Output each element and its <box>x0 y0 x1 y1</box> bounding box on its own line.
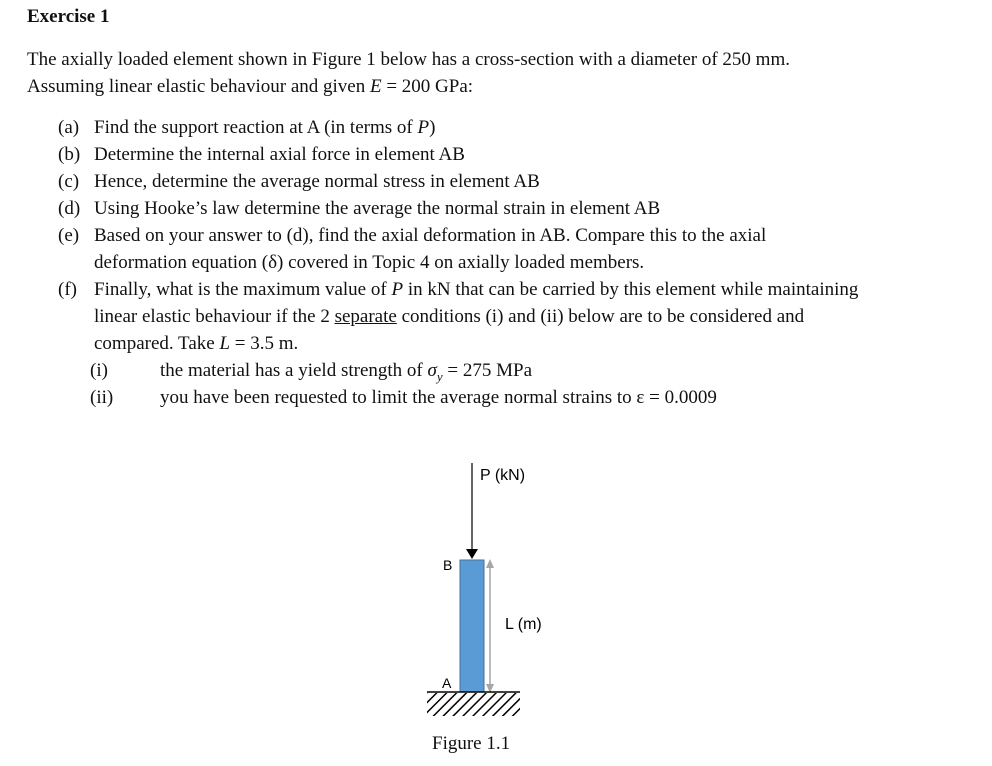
q-e-line-2: deformation equation (δ) covered in Topic 4 on axially loaded members. <box>94 252 645 273</box>
load-label: P (kN) <box>480 467 526 484</box>
subquestion-label: (ii) <box>90 387 114 408</box>
intro-var-e: E <box>369 76 382 97</box>
length-label: L (m) <box>505 616 542 633</box>
question-list <box>58 114 958 357</box>
question-d <box>58 195 958 222</box>
question-text <box>94 114 958 141</box>
question-text <box>94 222 958 276</box>
intro-line-2 <box>27 73 967 100</box>
q-a-pre: Find the support reaction at A (in terms of <box>94 117 418 138</box>
question-text: Using Hooke’s law determine the average the normal strain in element AB <box>94 198 661 219</box>
question-c <box>58 168 958 195</box>
intro-line-2-post: = 200 GPa: <box>381 76 474 97</box>
q-fi-pre: the material has a yield strength of <box>160 360 428 381</box>
question-label: (e) <box>58 225 80 246</box>
question-e <box>58 222 958 276</box>
question-label: (c) <box>58 171 80 192</box>
subquestion-text: you have been requested to limit the average normal strains to ε = 0.0009 <box>160 387 717 408</box>
q-f-l1-var: P <box>391 279 404 300</box>
q-f-l2-underline: separate <box>334 306 397 327</box>
q-e-line-1: Based on your answer to (d), find the axial deformation in AB. Compare this to the axial <box>94 225 767 246</box>
q-f-l1-post: in kN that can be carried by this element while maintaining <box>403 279 859 300</box>
q-f-l3-post: = 3.5 m. <box>230 333 299 354</box>
q-f-l2-pre: linear elastic behaviour if the 2 <box>94 306 335 327</box>
question-label: (f) <box>58 279 77 300</box>
q-a-var: P <box>417 117 430 138</box>
q-f-line-1 <box>94 276 958 303</box>
question-label: (d) <box>58 198 81 219</box>
question-a <box>58 114 958 141</box>
question-text: Hence, determine the average normal stress in element AB <box>94 171 540 192</box>
q-f-l3-pre: compared. Take <box>94 333 220 354</box>
figure-caption: Figure 1.1 <box>432 733 511 754</box>
question-f <box>58 276 958 357</box>
q-f-line-2 <box>94 303 958 330</box>
load-arrow-head <box>466 549 478 559</box>
question-b <box>58 141 958 168</box>
q-f-l3-var: L <box>219 333 231 354</box>
q-fi-post: = 275 MPa <box>442 360 533 381</box>
point-a-label: A <box>442 675 452 691</box>
q-f-l2-post: conditions (i) and (ii) below are to be considered and <box>396 306 805 327</box>
length-arrow-top <box>486 559 494 568</box>
intro-line-2-pre: Assuming linear elastic behaviour and given <box>27 76 370 97</box>
question-text: Determine the internal axial force in element AB <box>94 144 465 165</box>
q-fi-var: σ <box>427 360 437 381</box>
problem-intro <box>27 46 967 100</box>
q-fi-sub: y <box>436 368 443 384</box>
subquestion-label: (i) <box>90 360 108 381</box>
q-f-line-3 <box>94 330 958 357</box>
intro-line-1: The axially loaded element shown in Figure 1 below has a cross-section with a diameter of 250 mm. <box>27 49 790 70</box>
question-label: (b) <box>58 144 81 165</box>
fixed-support-hatch <box>427 693 520 716</box>
exercise-heading: Exercise 1 <box>27 6 110 27</box>
length-arrow-bottom <box>486 684 494 693</box>
point-b-label: B <box>443 557 453 573</box>
member-ab <box>460 560 484 692</box>
subquestion-ii <box>90 384 717 411</box>
question-label: (a) <box>58 117 80 138</box>
q-a-post: ) <box>429 117 436 138</box>
q-f-l1-pre: Finally, what is the maximum value of <box>94 279 392 300</box>
question-text <box>94 276 958 357</box>
